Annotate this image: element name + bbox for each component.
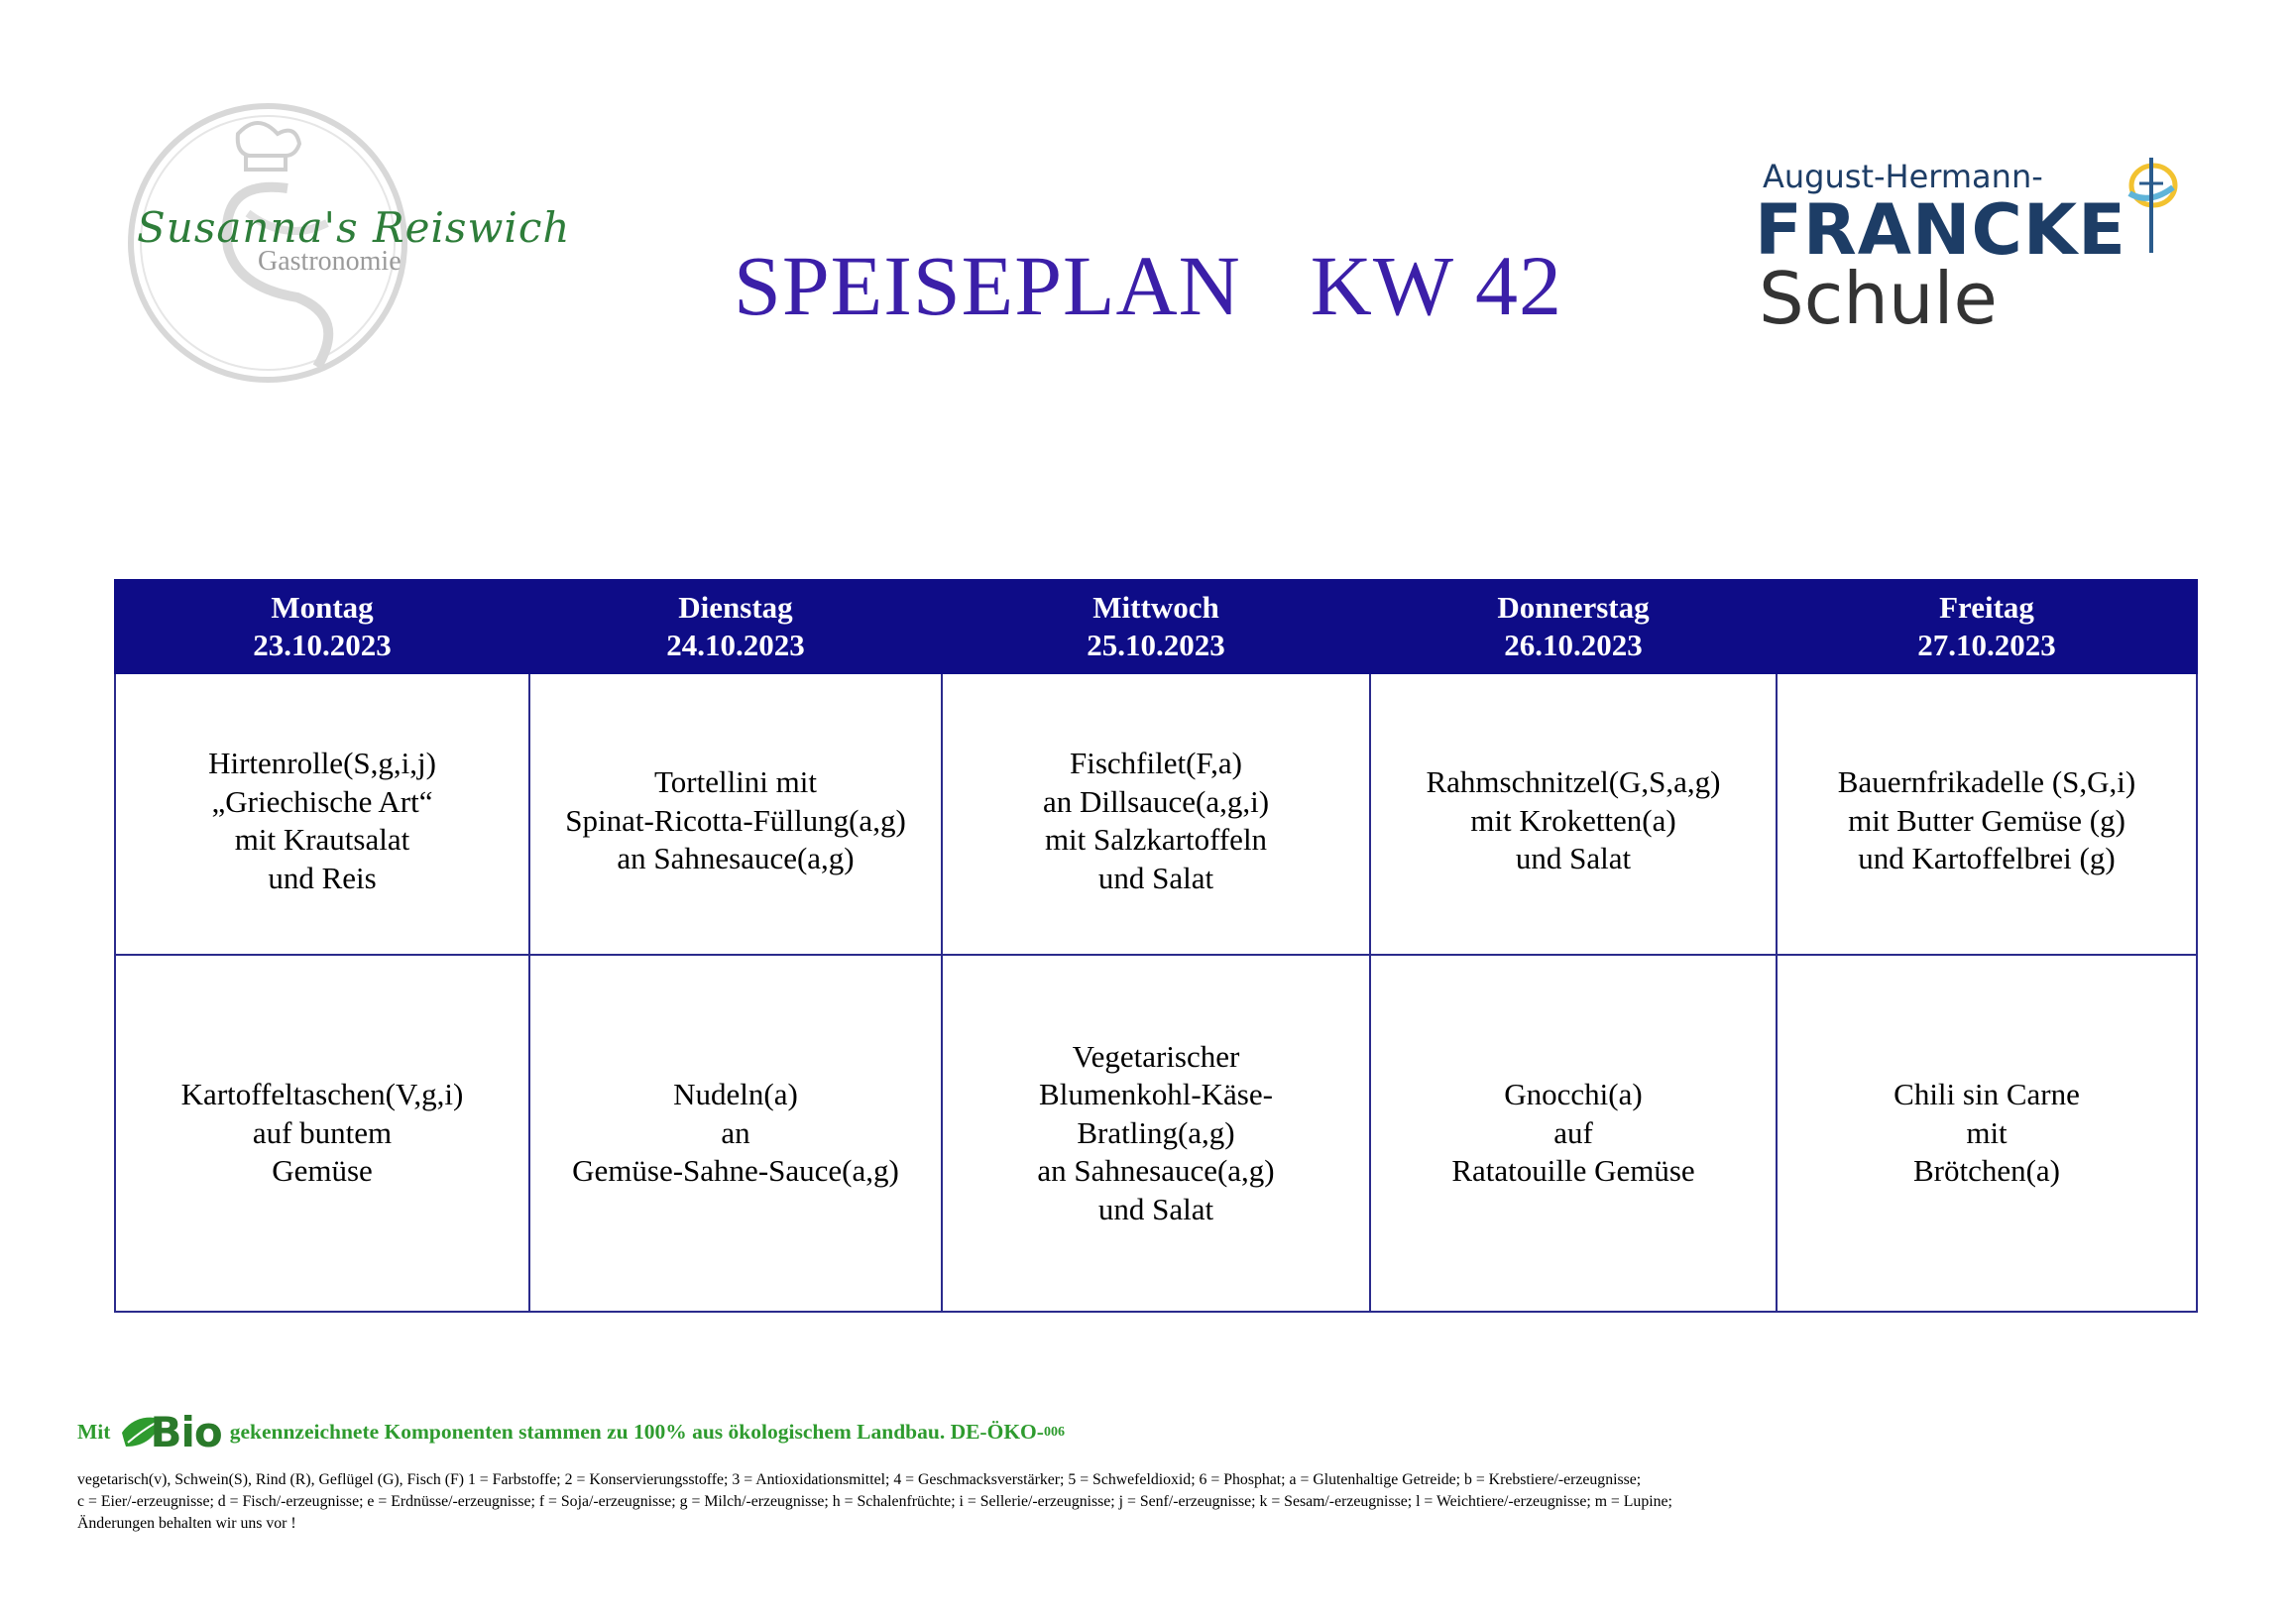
bio-code: 006 [1043, 1424, 1065, 1440]
menu-row-2 [115, 955, 2197, 1312]
bio-logo-text: Bio [150, 1408, 222, 1456]
day-date: 24.10.2023 [666, 628, 805, 662]
dish-text: Nudeln(a) an Gemüse-Sahne-Sauce(a,g) [572, 1077, 899, 1189]
menu-table [114, 579, 2198, 1313]
legend-line: Änderungen behalten wir uns vor ! [77, 1515, 296, 1532]
day-date: 27.10.2023 [1917, 628, 2056, 662]
menu-cell [1370, 673, 1777, 955]
dish-text: Vegetarischer Blumenkohl-Käse- Bratling(a,g) an Sahnesauce(a,g) und Salat [1037, 1038, 1275, 1226]
dish-text: Gnocchi(a) auf Ratatouille Gemüse [1451, 1077, 1695, 1189]
day-header-friday [1777, 580, 2197, 673]
dish-text: Tortellini mit Spinat-Ricotta-Füllung(a,g) an Sahnesauce(a,g) [565, 764, 906, 876]
dish-text: Fischfilet(F,a) an Dillsauce(a,g,i) mit Salzkartoffeln und Salat [1042, 746, 1270, 895]
day-name: Mittwoch [1092, 590, 1219, 625]
francke-schule-logo [1755, 154, 2211, 342]
legend-line: c = Eier/-erzeugnisse; d = Fisch/-erzeugnisse; e = Erdnüsse/-erzeugnisse; f = Soja/-erzeugnisse; g = Milch/-erzeugnisse; h = Schalenfrüchte; i = Sellerie/-erzeugnisse; j = Senf/-erzeugnisse; k = Sesam/-erzeugnisse; l = Weichtiere/-erzeugnisse; m = Lupine; [77, 1493, 1672, 1510]
bio-prefix: Mit [77, 1420, 111, 1444]
legend-line: vegetarisch(v), Schwein(S), Rind (R), Geflügel (G), Fisch (F) 1 = Farbstoffe; 2 = Konservierungsstoffe; 3 = Antioxidationsmittel; 4 = Geschmacksverstärker; 5 = Schwefeldioxid; 6 = Phosphat; a = Glutenhaltige Getreide; b = Krebstiere/-erzeugnisse; [77, 1471, 1642, 1488]
logo-line-2: FRANCKE [1755, 189, 2126, 271]
menu-cell [115, 955, 529, 1312]
menu-cell [529, 955, 942, 1312]
logo-brand-name: Susanna's Reiswich [137, 203, 571, 252]
day-header-thursday [1370, 580, 1777, 673]
menu-cell [942, 673, 1370, 955]
dish-text: Hirtenrolle(S,g,i,j) „Griechische Art“ mit Krautsalat und Reis [208, 746, 436, 895]
menu-cell [942, 955, 1370, 1312]
menu-cell [1777, 673, 2197, 955]
bio-notice [77, 1408, 1065, 1456]
day-name: Dienstag [678, 590, 793, 625]
bio-logo [120, 1408, 221, 1456]
day-name: Montag [271, 590, 374, 625]
day-header-tuesday [529, 580, 942, 673]
day-header-monday [115, 580, 529, 673]
allergen-legend [77, 1469, 1672, 1535]
dish-text: Rahmschnitzel(G,S,a,g) mit Kroketten(a) und Salat [1426, 764, 1721, 876]
menu-cell [529, 673, 942, 955]
dish-text: Chili sin Carne mit Brötchen(a) [1894, 1077, 2080, 1189]
menu-row-1 [115, 673, 2197, 955]
day-date: 26.10.2023 [1504, 628, 1643, 662]
day-header-row [115, 580, 2197, 673]
day-date: 25.10.2023 [1087, 628, 1225, 662]
title-main: SPEISEPLAN [734, 238, 1241, 333]
menu-cell [1370, 955, 1777, 1312]
menu-cell [115, 673, 529, 955]
title-week: KW 42 [1310, 238, 1562, 333]
day-name: Freitag [1939, 590, 2034, 625]
logo-brand-subtitle: Gastronomie [258, 246, 402, 277]
day-date: 23.10.2023 [253, 628, 392, 662]
dish-text: Bauernfrikadelle (S,G,i) mit Butter Gemüse (g) und Kartoffelbrei (g) [1837, 764, 2136, 876]
dish-text: Kartoffeltaschen(V,g,i) auf buntem Gemüse [180, 1077, 464, 1189]
bio-text: gekennzeichnete Komponenten stammen zu 100% aus ökologischem Landbau. DE-ÖKO- [229, 1420, 1044, 1444]
menu-cell [1777, 955, 2197, 1312]
logo-line-3: Schule [1759, 257, 1998, 340]
cross-emblem-icon [2112, 154, 2191, 263]
logo-line-1: August-Hermann- [1763, 158, 2043, 195]
day-header-wednesday [942, 580, 1370, 673]
day-name: Donnerstag [1497, 590, 1650, 625]
